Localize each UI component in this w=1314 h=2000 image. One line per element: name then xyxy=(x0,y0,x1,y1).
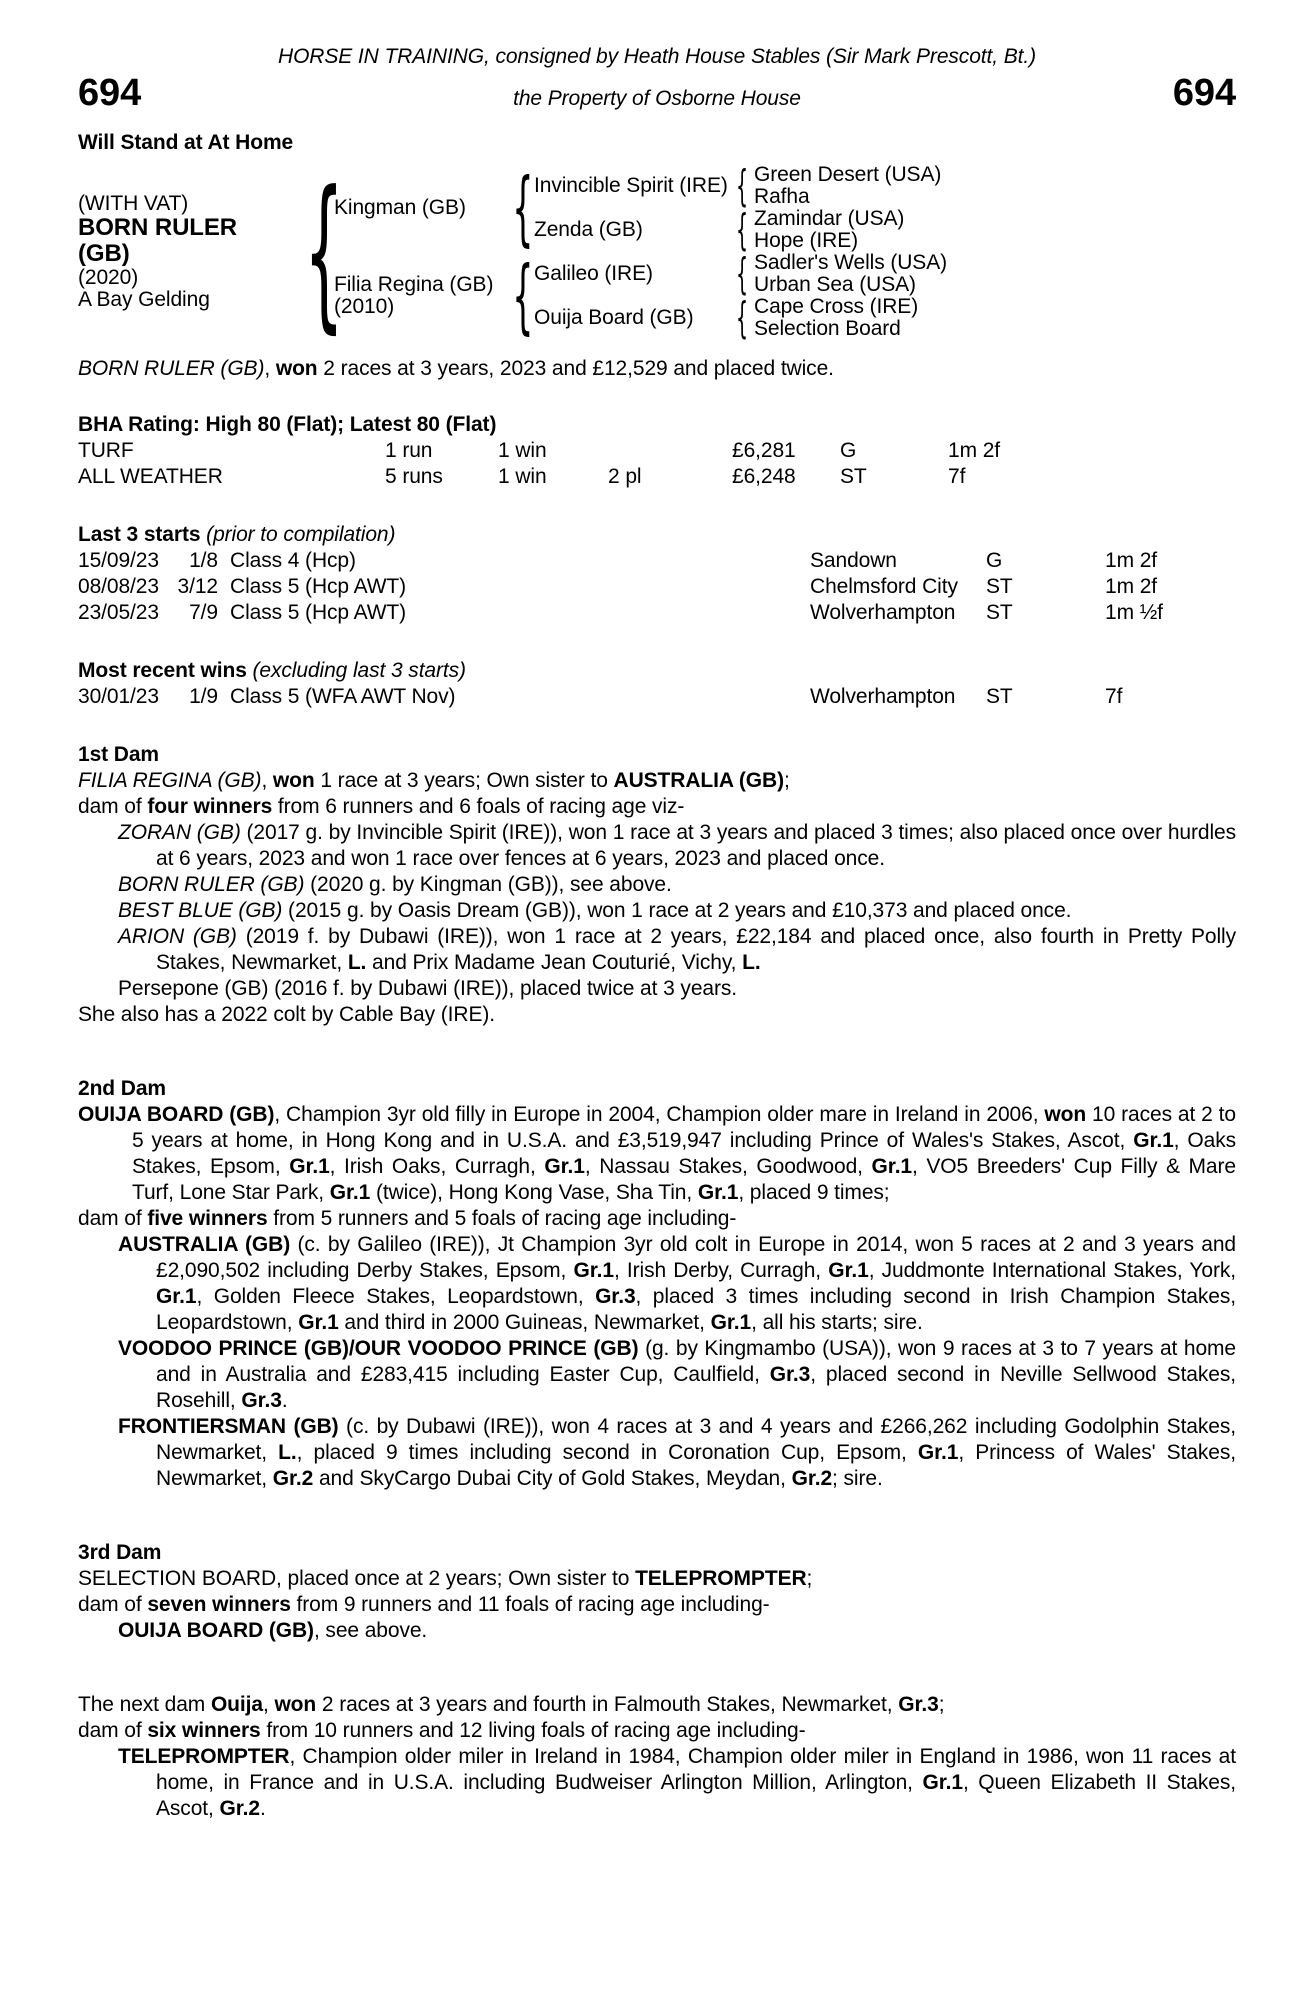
surface-stats-table xyxy=(78,438,1236,490)
dam-sire-dam: Urban Sea (USA) xyxy=(754,273,916,296)
race-course: Sandown xyxy=(810,549,897,572)
last-starts-table xyxy=(78,548,1236,626)
race-going: ST xyxy=(986,685,1013,708)
second-dam-intro: OUIJA BOARD (GB), Champion 3yr old filly in Europe in 2004, Champion older mare in Ireland in 2006, won 10 races at 2 to 5 years at home, in Hong Kong and in U.S.A. and £3,519,947 including Prince of Wales's Stakes, Ascot, Gr.1, Oaks Stakes, Epsom, Gr.1, Irish Oaks, Curragh, Gr.1, Nassau Stakes, Goodwood, Gr.1, VO5 Breeders' Cup Filly & Mare Turf, Lone Star Park, Gr.1 (twice), Hong Kong Vase, Sha Tin, Gr.1, placed 9 times; xyxy=(78,1103,1237,1204)
race-position: 1/9 xyxy=(189,685,218,708)
dam-branch xyxy=(334,248,1236,344)
horse-colour-sex: A Bay Gelding xyxy=(78,288,210,311)
race-date: 15/09/23 xyxy=(78,549,159,572)
pedigree-brace-dam: { xyxy=(512,248,534,344)
first-dam-heading: 1st Dam xyxy=(78,743,160,766)
race-position: 3/12 xyxy=(177,575,218,598)
stats-cell: 1m 2f xyxy=(948,439,1001,462)
third-dam-heading: 3rd Dam xyxy=(78,1541,162,1564)
property-line: the Property of Osborne House xyxy=(513,87,801,110)
pedigree-brace-sire-sire: { xyxy=(736,161,749,211)
offspring-born-ruler: BORN RULER (GB) (2020 g. by Kingman (GB)), see above. xyxy=(118,873,672,896)
horse-foaling-year: (2020) xyxy=(78,266,139,289)
first-dam-intro: FILIA REGINA (GB), won 1 race at 3 years; Own sister to AUSTRALIA (GB); xyxy=(78,769,790,792)
offspring-zoran: ZORAN (GB) (2017 g. by Invincible Spirit (IRE)), won 1 race at 3 years and placed 3 times; also placed once over hurdles at 6 years, 2023 and won 1 race over fences at 6 years, 2023 and placed once. xyxy=(118,821,1236,870)
pedigree-brace-dam-dam: { xyxy=(736,293,749,343)
will-stand-note: Will Stand at At Home xyxy=(78,131,294,154)
pedigree-brace-sire: { xyxy=(512,160,534,256)
race-date: 23/05/23 xyxy=(78,601,159,624)
race-class: Class 5 (WFA AWT Nov) xyxy=(230,685,456,708)
dam-year: (2010) xyxy=(334,295,395,318)
dam-sire-branch xyxy=(534,249,1236,299)
stats-cell: £6,281 xyxy=(732,439,796,462)
lot-header-row xyxy=(78,72,1236,114)
sire-dam-dam: Hope (IRE) xyxy=(754,229,859,252)
offspring-australia: AUSTRALIA (GB) (c. by Galileo (IRE)), Jt Champion 3yr old colt in Europe in 2014, won 5 races at 2 and 3 years and £2,090,502 including Derby Stakes, Epsom, Gr.1, Irish Derby, Curragh, Gr.1, Juddmonte International Stakes, York, Gr.1, Golden Fleece Stakes, Leopardstown, Gr.3, placed 3 times including second in Irish Champion Stakes, Leopardstown, Gr.1 and third in 2000 Guineas, Newmarket, Gr.1, all his starts; sire. xyxy=(118,1233,1236,1334)
offspring-arion: ARION (GB) (2019 f. by Dubawi (IRE)), won 1 race at 2 years, £22,184 and placed once, also fourth in Pretty Polly Stakes, Newmarket, L. and Prix Madame Jean Couturié, Vichy, L. xyxy=(118,925,1236,974)
pedigree-subject xyxy=(78,193,292,311)
offspring-persepone: Persepone (GB) (2016 f. by Dubawi (IRE)), placed twice at 3 years. xyxy=(118,977,738,1000)
stats-cell: G xyxy=(840,439,857,462)
offspring-ouija-board: OUIJA BOARD (GB), see above. xyxy=(118,1619,428,1642)
sire-branch xyxy=(334,160,1236,256)
race-class: Class 5 (Hcp AWT) xyxy=(230,575,407,598)
second-dam-produce-line: dam of five winners from 5 runners and 5 foals of racing age including- xyxy=(78,1207,737,1230)
sire-sire-name: Invincible Spirit (IRE) xyxy=(534,174,728,197)
stats-cell: 1 run xyxy=(385,439,433,462)
race-summary: BORN RULER (GB), won 2 races at 3 years, 2023 and £12,529 and placed twice. xyxy=(78,357,834,380)
race-distance: 1m 2f xyxy=(1105,575,1158,598)
lot-number-right: 694 xyxy=(1172,72,1236,114)
dam-dam-sire: Cape Cross (IRE) xyxy=(754,295,919,318)
race-going: ST xyxy=(986,601,1013,624)
pedigree-parents xyxy=(334,160,1236,344)
dam-name: Filia Regina (GB) xyxy=(334,273,494,296)
race-going: G xyxy=(986,549,1003,572)
race-position: 1/8 xyxy=(189,549,218,572)
race-class: Class 4 (Hcp) xyxy=(230,549,356,572)
offspring-voodoo-prince: VOODOO PRINCE (GB)/OUR VOODOO PRINCE (GB) (g. by Kingmambo (USA)), won 9 races at 3 to 7 years at home and in Australia and £283,415 including Easter Cup, Caulfield, Gr.3, placed second in Neville Sellwood Stakes, Rosehill, Gr.3. xyxy=(118,1337,1237,1412)
dam-name-block xyxy=(334,274,504,318)
offspring-teleprompter: TELEPROMPTER, Champion older miler in Ireland in 1984, Champion older miler in England in 1986, won 11 races at home, in France and in U.S.A. including Budweiser Arlington Million, Arlington, Gr.1, Queen Elizabeth II Stakes, Ascot, Gr.2. xyxy=(118,1745,1236,1820)
pedigree-brace-main: { xyxy=(304,155,344,349)
bha-rating-line: BHA Rating: High 80 (Flat); Latest 80 (Flat) xyxy=(78,413,497,436)
stats-cell: ST xyxy=(840,465,867,488)
stats-cell: 1 win xyxy=(498,465,547,488)
first-dam-note: She also has a 2022 colt by Cable Bay (IRE). xyxy=(78,1003,495,1026)
race-date: 08/08/23 xyxy=(78,575,159,598)
last-starts-heading: Last 3 starts (prior to compilation) xyxy=(78,523,396,546)
stats-cell: 5 runs xyxy=(385,465,443,488)
dam-dam-branch xyxy=(534,293,1236,343)
vat-note: (WITH VAT) xyxy=(78,192,189,215)
third-dam-intro: SELECTION BOARD, placed once at 2 years; Own sister to TELEPROMPTER; xyxy=(78,1567,813,1590)
next-dam-produce-line: dam of six winners from 10 runners and 12 living foals of racing age including- xyxy=(78,1719,806,1742)
dam-sire-sire: Sadler's Wells (USA) xyxy=(754,251,947,274)
stats-cell: ALL WEATHER xyxy=(78,465,223,488)
sire-dam-branch xyxy=(534,205,1236,255)
race-going: ST xyxy=(986,575,1013,598)
dam-sire-name: Galileo (IRE) xyxy=(534,262,653,285)
first-dam-produce-line: dam of four winners from 6 runners and 6 foals of racing age viz- xyxy=(78,795,685,818)
stats-cell: 7f xyxy=(948,465,966,488)
race-class: Class 5 (Hcp AWT) xyxy=(230,601,407,624)
stats-cell: £6,248 xyxy=(732,465,796,488)
horse-name: BORN RULER (GB) xyxy=(78,214,237,267)
pedigree-table xyxy=(78,155,1236,349)
stats-cell: TURF xyxy=(78,439,134,462)
dam-dam-dam: Selection Board xyxy=(754,317,901,340)
third-dam-produce-line: dam of seven winners from 9 runners and 11 foals of racing age including- xyxy=(78,1593,770,1616)
offspring-frontiersman: FRONTIERSMAN (GB) (c. by Dubawi (IRE)), won 4 races at 3 and 4 years and £266,262 including Godolphin Stakes, Newmarket, L., placed 9 times including second in Coronation Cup, Epsom, Gr.1, Princess of Wales' Stakes, Newmarket, Gr.2 and SkyCargo Dubai City of Gold Stakes, Meydan, Gr.2; sire. xyxy=(118,1415,1236,1490)
recent-wins-table xyxy=(78,684,1236,710)
second-dam-heading: 2nd Dam xyxy=(78,1077,166,1100)
race-course: Wolverhampton xyxy=(810,685,956,708)
sire-sire-dam: Rafha xyxy=(754,185,810,208)
race-course: Chelmsford City xyxy=(810,575,958,598)
recent-wins-heading: Most recent wins (excluding last 3 starts) xyxy=(78,659,466,682)
consignor-line: HORSE IN TRAINING, consigned by Heath House Stables (Sir Mark Prescott, Bt.) xyxy=(278,45,1036,68)
sire-name-block xyxy=(334,197,504,219)
offspring-best-blue: BEST BLUE (GB) (2015 g. by Oasis Dream (GB)), won 1 race at 2 years and £10,373 and placed once. xyxy=(118,899,1072,922)
race-distance: 1m ½f xyxy=(1105,601,1163,624)
sire-name: Kingman (GB) xyxy=(334,196,466,219)
sire-sire-branch xyxy=(534,161,1236,211)
sire-dam-name: Zenda (GB) xyxy=(534,218,643,241)
sire-dam-sire: Zamindar (USA) xyxy=(754,207,905,230)
stats-cell xyxy=(608,438,732,464)
pedigree-brace-dam-sire: { xyxy=(736,249,749,299)
race-position: 7/9 xyxy=(189,601,218,624)
next-dam-intro: The next dam Ouija, won 2 races at 3 years and fourth in Falmouth Stakes, Newmarket, Gr.3; xyxy=(78,1693,945,1716)
pedigree-brace-sire-dam: { xyxy=(736,205,749,255)
sire-sire-sire: Green Desert (USA) xyxy=(754,163,942,186)
race-date: 30/01/23 xyxy=(78,685,159,708)
lot-number-left: 694 xyxy=(78,72,142,114)
stats-cell: 1 win xyxy=(498,439,547,462)
race-course: Wolverhampton xyxy=(810,601,956,624)
dam-dam-name: Ouija Board (GB) xyxy=(534,306,694,329)
stats-cell: 2 pl xyxy=(608,465,642,488)
race-distance: 1m 2f xyxy=(1105,549,1158,572)
race-distance: 7f xyxy=(1105,685,1123,708)
